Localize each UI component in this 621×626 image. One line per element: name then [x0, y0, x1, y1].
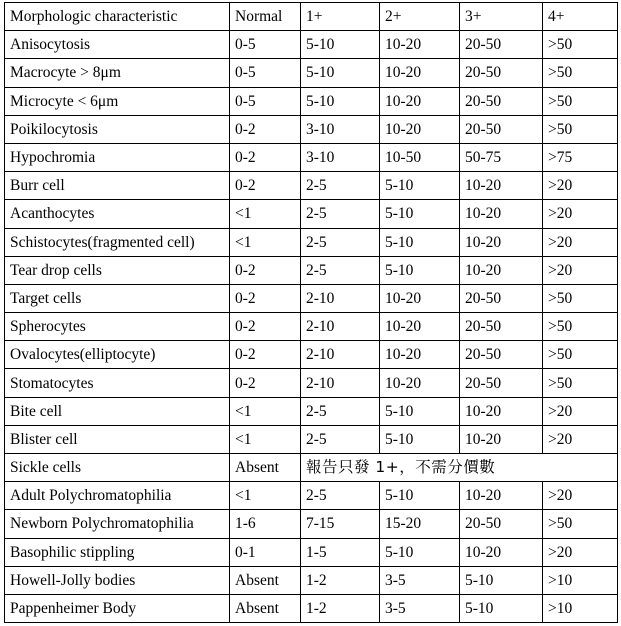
row-grade-3: 10-20: [460, 200, 543, 228]
row-grade-2: 10-20: [380, 87, 460, 115]
row-grade-1: 1-2: [301, 594, 380, 622]
table-row: [5, 594, 618, 622]
row-name: Basophilic stippling: [5, 538, 230, 566]
row-name: Howell-Jolly bodies: [5, 566, 230, 594]
row-grade-4: >20: [543, 397, 618, 425]
table-row: [5, 397, 618, 425]
table-row: [5, 59, 618, 87]
row-name: Hypochromia: [5, 143, 230, 171]
row-normal: Absent: [230, 454, 301, 482]
header-row: [5, 3, 618, 31]
row-grade-4: >20: [543, 538, 618, 566]
row-normal: 0-2: [230, 143, 301, 171]
row-grade-1: 2-10: [301, 369, 380, 397]
table-row: [5, 256, 618, 284]
row-grade-1: 5-10: [301, 87, 380, 115]
row-grade-4: >50: [543, 31, 618, 59]
row-grade-3: 20-50: [460, 31, 543, 59]
row-grade-2: 3-5: [380, 594, 460, 622]
row-grade-2: 5-10: [380, 425, 460, 453]
row-name: Anisocytosis: [5, 31, 230, 59]
row-grade-4: >20: [543, 200, 618, 228]
table-row: [5, 510, 618, 538]
row-grade-2: 5-10: [380, 397, 460, 425]
row-grade-4: >10: [543, 566, 618, 594]
table-row: [5, 313, 618, 341]
row-normal: 0-2: [230, 284, 301, 312]
row-grade-1: 2-5: [301, 425, 380, 453]
row-name: Stomatocytes: [5, 369, 230, 397]
row-grade-4: >50: [543, 284, 618, 312]
row-grade-1: 2-5: [301, 482, 380, 510]
row-grade-3: 20-50: [460, 313, 543, 341]
row-grade-1: 2-5: [301, 397, 380, 425]
row-grade-3: 10-20: [460, 228, 543, 256]
row-normal: <1: [230, 228, 301, 256]
row-grade-3: 20-50: [460, 510, 543, 538]
row-name: Spherocytes: [5, 313, 230, 341]
row-grade-1: 5-10: [301, 31, 380, 59]
row-grade-1: 2-10: [301, 284, 380, 312]
row-normal: 0-2: [230, 341, 301, 369]
row-grade-1: 3-10: [301, 143, 380, 171]
row-name: Microcyte < 6μm: [5, 87, 230, 115]
row-name: Burr cell: [5, 172, 230, 200]
row-name: Sickle cells: [5, 454, 230, 482]
table-row: [5, 341, 618, 369]
row-name: Ovalocytes(elliptocyte): [5, 341, 230, 369]
row-grade-2: 5-10: [380, 538, 460, 566]
row-grade-3: 10-20: [460, 538, 543, 566]
row-grade-1: 2-5: [301, 228, 380, 256]
row-grade-4: >75: [543, 143, 618, 171]
row-grade-2: 5-10: [380, 482, 460, 510]
table-row: [5, 369, 618, 397]
row-name: Newborn Polychromatophilia: [5, 510, 230, 538]
row-normal: 0-2: [230, 115, 301, 143]
row-grade-3: 10-20: [460, 172, 543, 200]
row-name: Poikilocytosis: [5, 115, 230, 143]
row-grade-2: 5-10: [380, 228, 460, 256]
row-normal: Absent: [230, 566, 301, 594]
row-name: Target cells: [5, 284, 230, 312]
row-normal: 0-2: [230, 172, 301, 200]
row-grade-3: 5-10: [460, 594, 543, 622]
table-row: [5, 228, 618, 256]
row-name: Blister cell: [5, 425, 230, 453]
row-grade-1: 2-10: [301, 341, 380, 369]
row-grade-3: 20-50: [460, 59, 543, 87]
row-grade-3: 20-50: [460, 369, 543, 397]
row-grade-1: 2-5: [301, 256, 380, 284]
row-grade-2: 10-20: [380, 115, 460, 143]
row-name: Acanthocytes: [5, 200, 230, 228]
row-grade-4: >20: [543, 172, 618, 200]
row-grade-2: 3-5: [380, 566, 460, 594]
row-grade-4: >50: [543, 341, 618, 369]
table-row: [5, 31, 618, 59]
row-normal: 0-5: [230, 31, 301, 59]
row-grade-4: >50: [543, 115, 618, 143]
row-grade-2: 5-10: [380, 200, 460, 228]
row-grade-3: 10-20: [460, 256, 543, 284]
row-grade-3: 20-50: [460, 284, 543, 312]
row-grade-2: 10-20: [380, 313, 460, 341]
row-grade-2: 10-20: [380, 284, 460, 312]
row-grade-2: 15-20: [380, 510, 460, 538]
row-normal: 1-6: [230, 510, 301, 538]
row-name: Macrocyte > 8μm: [5, 59, 230, 87]
row-grade-1: 7-15: [301, 510, 380, 538]
morphology-grading-table: [4, 2, 618, 623]
row-name: Schistocytes(fragmented cell): [5, 228, 230, 256]
row-name: Tear drop cells: [5, 256, 230, 284]
row-grade-3: 20-50: [460, 115, 543, 143]
row-normal: 0-5: [230, 87, 301, 115]
row-grade-2: 5-10: [380, 256, 460, 284]
row-grade-1: 2-10: [301, 313, 380, 341]
row-grade-1: 5-10: [301, 59, 380, 87]
row-normal: <1: [230, 397, 301, 425]
row-grade-4: >20: [543, 256, 618, 284]
row-grade-3: 20-50: [460, 341, 543, 369]
header-grade-3: 3+: [460, 3, 543, 31]
table-row: [5, 482, 618, 510]
row-grade-3: 10-20: [460, 397, 543, 425]
row-normal: 0-2: [230, 369, 301, 397]
row-grade-4: >50: [543, 87, 618, 115]
row-grade-3: 10-20: [460, 482, 543, 510]
row-normal: <1: [230, 425, 301, 453]
row-name: Adult Polychromatophilia: [5, 482, 230, 510]
table-row: [5, 284, 618, 312]
header-grade-1: 1+: [301, 3, 380, 31]
row-grade-3: 20-50: [460, 87, 543, 115]
row-grade-2: 10-20: [380, 369, 460, 397]
row-grade-4: >50: [543, 59, 618, 87]
row-grade-3: 10-20: [460, 425, 543, 453]
row-grade-2: 10-50: [380, 143, 460, 171]
row-name: Pappenheimer Body: [5, 594, 230, 622]
table-row: [5, 115, 618, 143]
row-grade-2: 5-10: [380, 172, 460, 200]
table-row: [5, 566, 618, 594]
row-grade-2: 10-20: [380, 59, 460, 87]
row-normal: 0-5: [230, 59, 301, 87]
header-grade-4: 4+: [543, 3, 618, 31]
header-grade-2: 2+: [380, 3, 460, 31]
row-grade-1: 1-5: [301, 538, 380, 566]
row-name: Bite cell: [5, 397, 230, 425]
table-row: [5, 87, 618, 115]
table-row: [5, 172, 618, 200]
row-grade-1: 2-5: [301, 200, 380, 228]
row-grade-2: 10-20: [380, 341, 460, 369]
row-normal: 0-2: [230, 313, 301, 341]
row-grade-4: >50: [543, 510, 618, 538]
row-normal: 0-1: [230, 538, 301, 566]
row-grade-4: >20: [543, 425, 618, 453]
table-row: [5, 200, 618, 228]
row-grade-4: >20: [543, 228, 618, 256]
row-grade-1: 3-10: [301, 115, 380, 143]
table-row: [5, 425, 618, 453]
table-row: [5, 454, 618, 482]
table-row: [5, 143, 618, 171]
row-grade-4: >20: [543, 482, 618, 510]
row-normal: <1: [230, 200, 301, 228]
row-grade-3: 5-10: [460, 566, 543, 594]
header-characteristic: Morphologic characteristic: [5, 3, 230, 31]
row-normal: Absent: [230, 594, 301, 622]
row-grade-1: 2-5: [301, 172, 380, 200]
row-grade-1: 1-2: [301, 566, 380, 594]
row-grade-2: 10-20: [380, 31, 460, 59]
sickle-report-note: 報告只發 1+，不需分價數: [301, 454, 618, 482]
row-grade-3: 50-75: [460, 143, 543, 171]
row-grade-4: >50: [543, 313, 618, 341]
row-normal: <1: [230, 482, 301, 510]
header-normal: Normal: [230, 3, 301, 31]
row-grade-4: >50: [543, 369, 618, 397]
table-row: [5, 538, 618, 566]
row-normal: 0-2: [230, 256, 301, 284]
row-grade-4: >10: [543, 594, 618, 622]
